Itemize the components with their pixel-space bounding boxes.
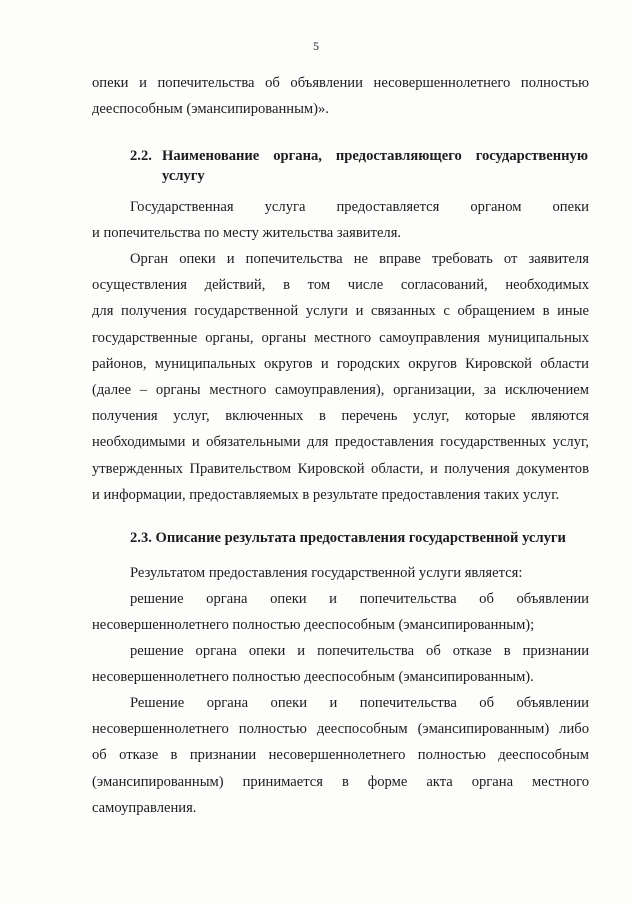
text-line: районов, муниципальных округов и городских округов Кировской области bbox=[92, 355, 589, 372]
text-line: осуществления действий, в том числе согласований, необходимых bbox=[92, 277, 589, 294]
intro-paragraph bbox=[92, 70, 589, 122]
text-line: несовершеннолетнего полностью дееспособным (эмансипированным); bbox=[92, 617, 535, 634]
text-line: и информации, предоставляемых в результате предоставления таких услуг. bbox=[92, 486, 560, 503]
text-line: опеки и попечительства об объявлении несовершеннолетнего полностью bbox=[92, 75, 589, 91]
text-line: Государственная услуга предоставляется органом опеки bbox=[130, 199, 589, 215]
section-title-line: Наименование органа, предоставляющего государственную bbox=[162, 148, 588, 164]
page-number: 5 bbox=[313, 39, 319, 53]
paragraph bbox=[92, 194, 589, 246]
text-line: решение органа опеки и попечительства об отказе в признании bbox=[130, 643, 589, 659]
paragraph bbox=[92, 586, 589, 638]
paragraph bbox=[92, 690, 589, 821]
text-line: для получения государственной услуги и связанных с обращением в иные bbox=[92, 303, 589, 320]
text-line: самоуправления. bbox=[92, 799, 197, 816]
text-line: Орган опеки и попечительства не вправе требовать от заявителя bbox=[130, 251, 589, 267]
section-heading-2-2 bbox=[130, 146, 588, 186]
text-line: Результатом предоставления государственной услуги является: bbox=[130, 565, 523, 581]
text-line: Решение органа опеки и попечительства об объявлении bbox=[130, 695, 589, 711]
section-number: 2.2. bbox=[130, 148, 152, 164]
text-line: получения услуг, включенных в перечень услуг, которые являются bbox=[92, 408, 589, 425]
text-line: (далее – органы местного самоуправления), организации, за исключением bbox=[92, 382, 589, 399]
text-line: и попечительства по месту жительства заявителя. bbox=[92, 225, 402, 242]
text-line: утвержденных Правительством Кировской области, и получения документов bbox=[92, 460, 589, 477]
text-line: дееспособным (эмансипированным)». bbox=[92, 101, 329, 118]
text-line: государственные органы, органы местного самоуправления муниципальных bbox=[92, 329, 589, 346]
paragraph bbox=[92, 560, 589, 586]
section-title-line: услугу bbox=[162, 168, 205, 184]
text-line: решение органа опеки и попечительства об объявлении bbox=[130, 591, 589, 607]
text-line: несовершеннолетнего полностью дееспособным (эмансипированным). bbox=[92, 669, 534, 686]
text-line: об отказе в признании несовершеннолетнего полностью дееспособным bbox=[92, 747, 589, 764]
text-line: (эмансипированным) принимается в форме акта органа местного bbox=[92, 773, 589, 790]
text-line: несовершеннолетнего полностью дееспособным (эмансипированным) либо bbox=[92, 721, 589, 738]
text-line: необходимыми и обязательными для предоставления государственных услуг, bbox=[92, 434, 589, 451]
paragraph bbox=[92, 246, 589, 508]
paragraph bbox=[92, 638, 589, 690]
section-heading-2-3: 2.3. Описание результата предоставления государственной услуги bbox=[130, 530, 566, 546]
